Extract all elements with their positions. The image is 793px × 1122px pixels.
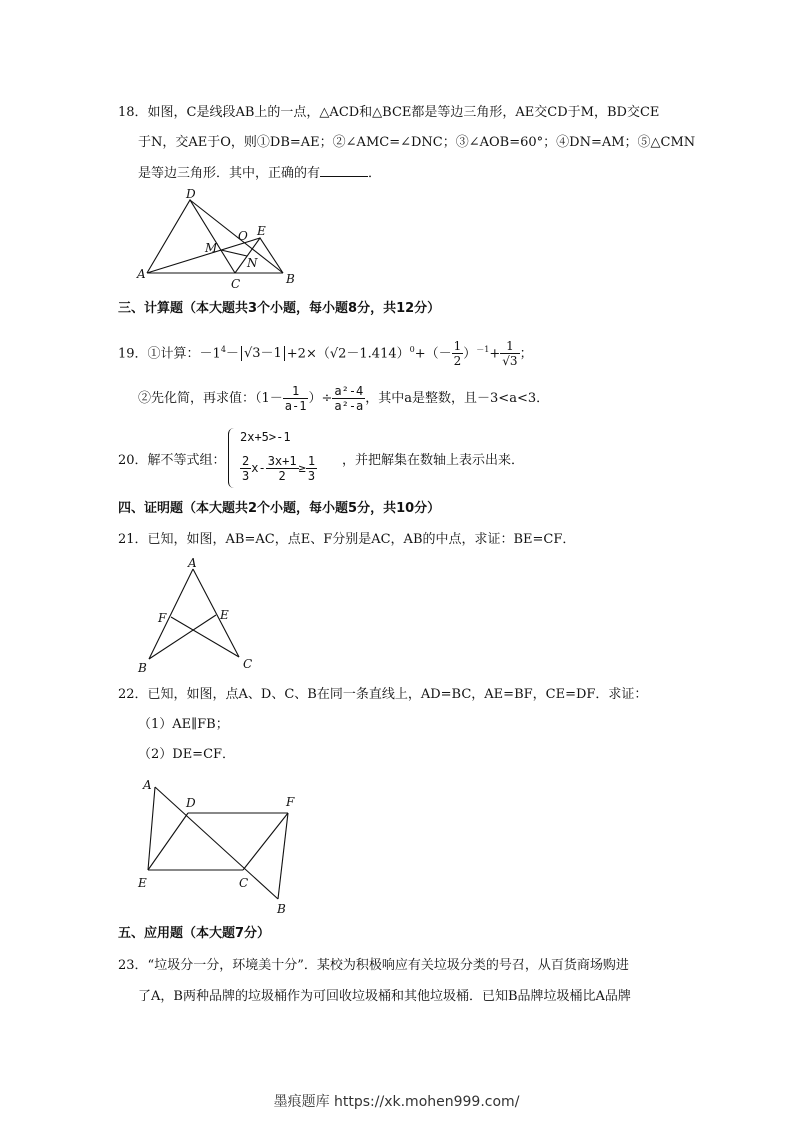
section-4-title: 四、证明题（本大题共2个小题，每小题5分，共10分） [118, 501, 441, 516]
label-a: A [188, 556, 197, 570]
q19-frac-b-num: a²-4 [334, 384, 364, 398]
label-c: C [231, 277, 241, 291]
label-c: C [239, 876, 249, 890]
q19-part2-prefix: ②先化简，再求值：（1－ [138, 391, 283, 406]
q18-figure [135, 187, 305, 291]
q20-f1-num: 2 [242, 454, 250, 468]
q19-frac-b [332, 384, 365, 413]
label-d: D [186, 187, 196, 201]
q23-line2: 了A，B两种品牌的垃圾桶作为可回收垃圾桶和其他垃圾桶．已知B品牌垃圾桶比A品牌 [138, 989, 631, 1004]
q19-expr-d: －1.414） [346, 346, 410, 362]
q19-frac-half-den: 2 [453, 354, 462, 369]
label-f: F [286, 795, 295, 809]
q18-line3-text: 是等边三角形．其中，正确的有 [138, 166, 321, 181]
q19-frac-half [452, 339, 464, 368]
segment-ed [148, 813, 188, 870]
q22-sub1: （1）AE∥FB； [138, 717, 229, 732]
segment-fb [278, 813, 288, 899]
q21-text: 21．已知，如图，AB=AC，点E、F分别是AC，AB的中点，求证：BE=CF． [118, 532, 576, 547]
q22-text: 22．已知，如图，点A、D、C、B在同一条直线上，AD=BC，AE=BF，CE=DF．求证： [118, 687, 648, 702]
q19-sup-neg1: －1 [476, 345, 490, 354]
q19-part1 [118, 336, 533, 368]
q18-line2: 于N，交AE于O，则①DB=AE；②∠AMC=∠DNC；③∠AOB=60°；④DN=AM；⑤△CMN [138, 135, 696, 150]
q20-f2 [266, 454, 299, 483]
q23-line1: 23．“垃圾分一分，环境美十分”．某校为积极响应有关垃圾分类的号召，从百货商场购进 [118, 958, 629, 973]
q19-frac-last [500, 339, 519, 368]
q20-f1-den: 3 [242, 469, 250, 483]
segment-ae [148, 787, 155, 870]
q19-frac-a-den: a-1 [284, 399, 307, 413]
q22-sub2: （2）DE=CF． [138, 747, 236, 762]
label-e: E [257, 224, 266, 238]
q19-part1-end: ； [519, 346, 533, 362]
label-e: E [138, 876, 147, 890]
q19-expr-b: － [225, 346, 239, 362]
q19-frac-a [283, 384, 309, 413]
q19-abs [241, 346, 285, 361]
q19-expr-e: +（－ [414, 346, 452, 362]
q20-suffix: ，并把解集在数轴上表示出来． [342, 453, 525, 468]
label-b: B [277, 902, 286, 916]
q19-frac-a-num: 1 [283, 384, 309, 399]
q19-sqrt2: √2 [329, 346, 347, 362]
q19-abs-inner: √3 [243, 346, 261, 362]
segment-mn [221, 250, 247, 256]
q20-ineq2 [240, 454, 317, 483]
label-a: A [143, 778, 152, 792]
q20-f3-den: 3 [307, 469, 316, 483]
q20-f3-num: 1 [307, 454, 316, 468]
section-5-title: 五、应用题（本大题7分） [118, 926, 271, 941]
q19-frac-last-den: √3 [502, 354, 518, 369]
q19-expr-a: －1 [199, 346, 221, 362]
q19-abs-minus: －1 [260, 346, 282, 362]
label-c: C [243, 657, 253, 671]
q19-part1-prefix: 19．①计算： [118, 346, 200, 362]
q20-f2-num: 3x+1 [267, 454, 297, 468]
q20-f3 [306, 454, 317, 483]
label-d: D [186, 796, 196, 810]
q20-x: x- [251, 461, 266, 475]
q20-f2-den: 2 [278, 469, 286, 483]
q18-line1: 18．如图，C是线段AB上的一点，△ACD和△BCE都是等边三角形，AE交CD于M，BD交CE [118, 105, 660, 120]
q19-frac-half-num: 1 [453, 339, 462, 354]
q19-expr-f: ） [463, 346, 477, 362]
q19-part2-suffix: ，其中a是整数，且－3<a<3． [365, 391, 550, 406]
answer-blank [320, 164, 368, 177]
q20-ineq1: 2x+5>-1 [240, 430, 291, 444]
q22-figure [135, 775, 310, 915]
segment-ab [149, 569, 193, 659]
triangle-acd [147, 200, 235, 273]
segment-bd [190, 200, 283, 273]
label-n: N [247, 256, 258, 270]
q19-sup0: 0 [409, 345, 415, 354]
q18-line3-end: ． [368, 166, 382, 181]
label-o: O [238, 229, 248, 243]
section-3-title: 三、计算题（本大题共3个小题，每小题8分，共12分） [118, 301, 441, 316]
label-m: M [205, 241, 218, 255]
label-b: B [286, 272, 295, 286]
label-a: A [137, 267, 146, 281]
q19-sup4: 4 [220, 345, 226, 354]
label-f: F [158, 611, 167, 625]
q19-expr-g: + [489, 346, 501, 362]
q20-brace [228, 428, 235, 488]
footer-watermark[interactable]: 墨痕题库 https://xk.mohen999.com/ [273, 1094, 520, 1110]
segment-fc [243, 813, 288, 870]
q19-expr-c: +2×（ [286, 346, 330, 362]
q19-part2-mid: ）÷ [308, 391, 333, 406]
label-b: B [138, 661, 147, 675]
q19-part2 [138, 384, 549, 413]
q20-prefix: 20．解不等式组： [118, 453, 226, 468]
q18-line3 [138, 164, 381, 183]
q20-f1 [240, 454, 251, 483]
line-adcb [155, 787, 278, 899]
q19-frac-last-num: 1 [500, 339, 519, 354]
label-e: E [220, 608, 229, 622]
q19-frac-b-den: a²-a [334, 399, 364, 413]
q20-ge: ≥ [298, 461, 306, 475]
q21-figure [135, 555, 265, 675]
